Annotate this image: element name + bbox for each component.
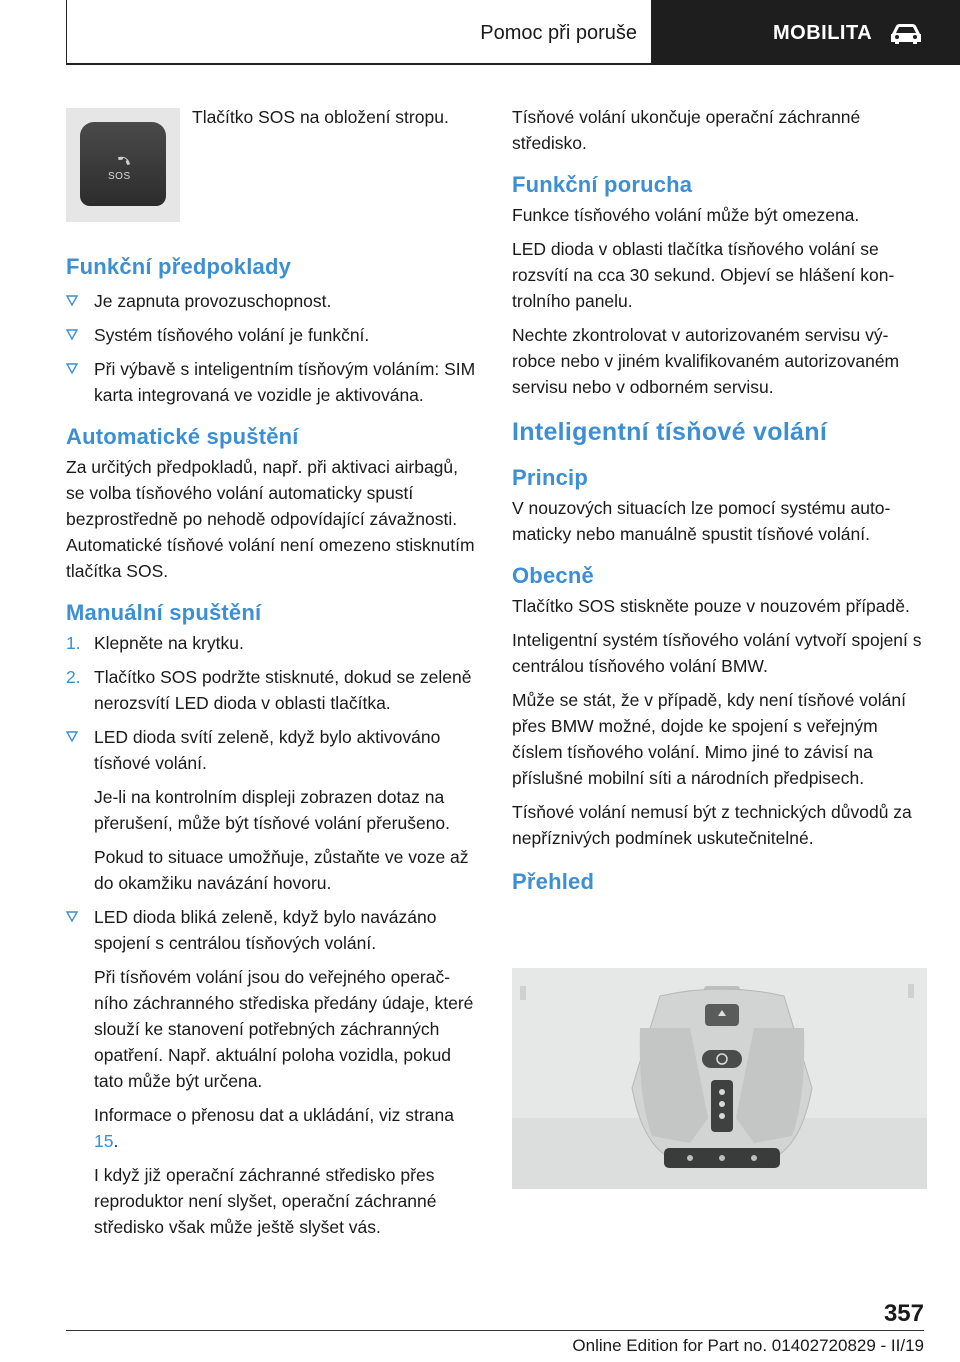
list-item-text: Při výbavě s inteligentním tísňovým voláním: SIM karta integrovaná ve vozidle je aktivována. — [94, 359, 476, 405]
general-text-3: Může se stát, že v případě, kdy není tísňové volání přes BMW možné, dojde ke spojení s veřejným číslem tísňového volání. Mimo jiné to závisí na příslušné mobilní síti a národních předpisech. — [512, 690, 906, 788]
overview-heading: Přehled — [512, 869, 595, 894]
list-item-text: Je zapnuta provozuschopnost. — [94, 291, 332, 311]
prerequisites-list — [66, 288, 478, 408]
step-item — [66, 664, 478, 716]
image-caption: Tlačítko SOS na obložení stropu. — [192, 107, 449, 127]
left-column — [66, 254, 478, 1248]
list-item-text: LED dioda bliká zeleně, když bylo navázáno spojení s centrálou tísňových volání. — [94, 907, 437, 953]
manual-steps — [66, 630, 478, 716]
list-item — [66, 322, 478, 348]
list-item-text: LED dioda svítí zeleně, když bylo aktivováno tísňové volání. — [94, 727, 441, 773]
triangle-bullet-icon — [66, 363, 78, 374]
step-number: 1. — [66, 633, 81, 653]
image-caption-block — [192, 104, 482, 138]
car-icon — [889, 22, 923, 46]
intro-text: Tísňové volání ukončuje operační záchranné středisko. — [512, 107, 861, 153]
footer-edition: Online Edition for Part no. 01402720829 - II/19 — [572, 1336, 924, 1355]
triangle-bullet-icon — [66, 911, 78, 922]
intelligent-heading: Inteligentní tísňové volání — [512, 418, 828, 446]
malfunction-text-2: LED dioda v oblasti tlačítka tísňového volání se rozsvítí na cca 30 sekund. Objeví se hlášení kontrolního panelu. — [512, 239, 895, 311]
list-item — [66, 904, 478, 956]
indented-paragraph — [66, 1102, 478, 1154]
header-bottom-rule — [66, 63, 651, 65]
indented-paragraph: Při tísňovém volání jsou do veřejného operačního záchranného střediska předány údaje, které slouží ke stanovení potřebných záchranných opatření. Např. aktuální poloha vozidla, pokud tato může být určena. — [94, 967, 474, 1091]
header-left-rule — [66, 0, 67, 64]
overhead-console-image — [512, 968, 927, 1189]
general-text-1: Tlačítko SOS stiskněte pouze v nouzovém případě. — [512, 596, 910, 616]
step-number: 2. — [66, 667, 81, 687]
indented-paragraph: Pokud to situace umožňuje, zůstaňte ve voze až do okamžiku navázání hovoru. — [94, 847, 469, 893]
overhead-console-illustration — [512, 968, 927, 1189]
list-item-text: Systém tísňového volání je funkční. — [94, 325, 370, 345]
reference-text: Informace o přenosu dat a ukládání, viz strana — [94, 1105, 454, 1125]
general-heading: Obecně — [512, 563, 594, 588]
automatic-heading: Automatické spuštění — [66, 424, 299, 449]
list-item — [66, 288, 478, 314]
triangle-bullet-icon — [66, 329, 78, 340]
indented-paragraph: Je-li na kontrolním displeji zobrazen dotaz na přerušení, může být tísňové volání přerušeno. — [94, 787, 451, 833]
step-text: Klepněte na krytku. — [94, 633, 244, 653]
prerequisites-heading: Funkční předpoklady — [66, 254, 292, 279]
chapter-label: MOBILITA — [773, 22, 873, 44]
right-column — [512, 104, 924, 901]
sos-button-cover — [80, 122, 166, 206]
footer-rule — [66, 1330, 924, 1331]
malfunction-heading: Funkční porucha — [512, 172, 693, 197]
page-header — [0, 0, 960, 66]
step-text: Tlačítko SOS podržte stisknuté, dokud se zeleně nerozsvítí LED dioda v oblasti tlačítka. — [94, 667, 472, 713]
list-item — [66, 724, 478, 776]
step-item — [66, 630, 478, 656]
phone-icon — [116, 152, 134, 166]
list-item — [66, 356, 478, 408]
manual-result-list — [66, 724, 478, 776]
automatic-text: Za určitých předpokladů, např. při aktivaci airbagů, se volba tísňového volání automaticky spustí bezprostředně po nehodě odpovídající závažnosti. Automatické tísňové volání není omezeno stisknutím tlačítka SOS. — [66, 457, 475, 581]
manual-heading: Manuální spuštění — [66, 600, 262, 625]
triangle-bullet-icon — [66, 731, 78, 742]
general-text-4: Tísňové volání nemusí být z technických důvodů za nepříznivých podmínek uskutečnitelné. — [512, 802, 912, 848]
malfunction-text-1: Funkce tísňového volání může být omezena. — [512, 205, 860, 225]
indented-paragraph: I když již operační záchranné středisko přes reproduktor není slyšet, operační záchranné středisko však může ještě slyšet vás. — [94, 1165, 437, 1237]
principle-heading: Princip — [512, 465, 588, 490]
manual-result-list-2 — [66, 904, 478, 956]
triangle-bullet-icon — [66, 295, 78, 306]
sos-label: SOS — [108, 171, 131, 182]
general-text-2: Inteligentní systém tísňového volání vytvoří spojení s centrálou tísňového volání BMW. — [512, 630, 922, 676]
section-title: Pomoc při poruše — [480, 22, 637, 44]
principle-text: V nouzových situacích lze pomocí systému automaticky nebo manuálně spustit tísňové volání. — [512, 498, 891, 544]
page-link[interactable]: 15 — [94, 1131, 114, 1151]
chapter-tab — [651, 0, 960, 65]
sos-button-image — [66, 108, 180, 222]
malfunction-text-3: Nechte zkontrolovat v autorizovaném servisu výrobce nebo v jiném kvalifikovaném autorizovaném servisu nebo v odborném servisu. — [512, 325, 900, 397]
page-number: 357 — [883, 1300, 924, 1327]
reference-end: . — [113, 1131, 119, 1151]
